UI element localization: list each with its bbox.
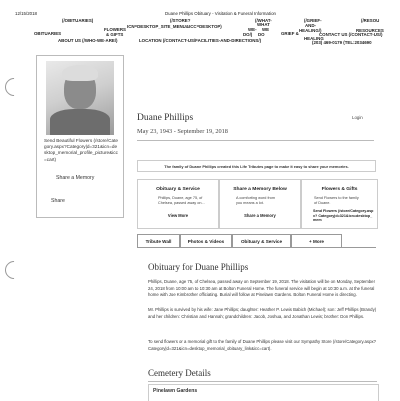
card-memory-link[interactable]: Share a Memory bbox=[244, 213, 276, 218]
nav-resources-line1[interactable]: (/RESOU bbox=[361, 18, 380, 23]
nav-contact[interactable]: CONTACT US (/CONTACT-US/) bbox=[319, 32, 383, 37]
nav-store-line2[interactable]: ICN=DESKTOP_SITE_MENU&ICC=DESKTOP) bbox=[127, 24, 222, 29]
tab-photos-videos[interactable]: Photos & Videos bbox=[180, 234, 232, 248]
tabs-baseline bbox=[137, 247, 376, 248]
nav-grief-line4[interactable]: GRIEF & bbox=[281, 31, 299, 36]
send-flowers-link[interactable]: Send Beautiful Flowers (/store/Category.aspx?Category|d=321&icn=desktop_memorial_profile_picture&icc=cart) bbox=[44, 138, 118, 162]
card-share-memory[interactable] bbox=[219, 179, 301, 229]
header-phone[interactable]: (203) 469-0179 (TEL:2034690 bbox=[312, 40, 372, 45]
card-obituary-title: Obituary & Service bbox=[156, 187, 200, 192]
nav-resources-line2[interactable]: RESOURCES bbox=[356, 28, 384, 33]
nav-obituaries[interactable]: OBITUARIES bbox=[34, 31, 62, 36]
deceased-name: Duane Phillips bbox=[137, 113, 194, 123]
nav-what-line5[interactable]: WE bbox=[262, 27, 270, 32]
card-flowers-body: Send Flowers to the family of Duane. bbox=[314, 196, 359, 205]
nav-obituaries-path[interactable]: (/OBITUARIES) bbox=[62, 18, 94, 23]
nav-grief-line3[interactable]: HEALING/) bbox=[299, 28, 322, 33]
card-flowers-link[interactable]: Send Flowers (/store/Category.aspx? Category|d=321&icn=desktop_mem bbox=[313, 209, 374, 223]
deceased-dates: May 23, 1943 - September 19, 2018 bbox=[137, 128, 228, 135]
login-link[interactable]: Login bbox=[352, 115, 363, 120]
share-memory-link[interactable]: Share a Memory bbox=[56, 175, 95, 181]
nav-what-line1[interactable]: (/WHAT- bbox=[255, 18, 272, 23]
binder-hole-bottom-icon bbox=[1, 257, 26, 282]
nav-grief-line2[interactable]: AND- bbox=[305, 23, 316, 28]
photo-shirt bbox=[50, 109, 110, 135]
divider bbox=[137, 140, 374, 141]
nav-store-line1[interactable]: (/STORE? bbox=[170, 18, 191, 23]
card-obituary-service[interactable] bbox=[137, 179, 219, 229]
print-date: 12/15/2018 bbox=[15, 11, 37, 16]
nav-what-line3[interactable]: DO/) bbox=[243, 32, 253, 37]
card-flowers-gifts[interactable] bbox=[301, 179, 378, 229]
print-title: Duane Phillips Obituary - Visitation & Funeral Information bbox=[165, 11, 276, 16]
nav-about[interactable]: ABOUT US (/WHO-WE-ARE/) bbox=[58, 38, 118, 43]
card-memory-body: A comforting word from you means a lot. bbox=[236, 196, 276, 205]
card-obituary-body: Phillips, Duane, age 75, of Chelsea, passed away on... bbox=[158, 196, 205, 205]
obituary-paragraph-2: Mr. Phillips is survived by his wife: Jane Phillips; daughter: Heather P. Lewis Babich (Michael); son: Jeff Phillips (Brandy) and her children: Christian and Hannah; grandchildren: Jacob, Joshua, and Jonathan Lewis; brother: Don Phillips. bbox=[148, 307, 377, 319]
share-link[interactable]: Share bbox=[51, 198, 65, 204]
photo-hair bbox=[62, 65, 98, 81]
cemetery-divider bbox=[148, 381, 377, 382]
cemetery-heading: Cemetery Details bbox=[148, 368, 211, 378]
tab-obituary-service[interactable]: Obituary & Service bbox=[232, 234, 291, 248]
profile-photo bbox=[46, 61, 114, 135]
nav-location[interactable]: LOCATION (/CONTACT-US/FACILITIES-AND-DIRECTIONS/) bbox=[139, 38, 262, 43]
nav-what-line2[interactable]: WE- bbox=[248, 27, 257, 32]
notice-banner: The family of Duane Phillips created this Life Tributes page to make it easy to share your memories. bbox=[137, 160, 376, 172]
nav-what-line6[interactable]: DO bbox=[258, 32, 265, 37]
nav-flowers-line2[interactable]: & GIFTS bbox=[106, 32, 124, 37]
nav-what-line4[interactable]: WHAT bbox=[257, 22, 270, 27]
obituary-paragraph-1: Phillips, Duane, age 75, of Chelsea, passed away on September 19, 2018. The visitation will be on Monday, September 24, 2018 from 10:00 am to 10:30 am at Bolton Funeral Home. The funeral service will begin at 10:30 a.m. at the funeral home with Joe Kimbrother officiating. Burial will follow at Pinelawn Gardens. Bolton Funeral Home is directing. bbox=[148, 279, 375, 298]
binder-hole-top-icon bbox=[1, 74, 26, 99]
obituary-heading: Obituary for Duane Phillips bbox=[148, 262, 249, 272]
card-flowers-title: Flowers & Gifts bbox=[321, 187, 358, 192]
nav-grief-line5[interactable]: HEALING bbox=[304, 36, 324, 41]
profile-card bbox=[36, 55, 124, 218]
tab-more[interactable]: + More bbox=[291, 234, 342, 248]
card-obituary-link[interactable]: View More bbox=[167, 213, 189, 218]
nav-grief-line1[interactable]: (/GRIEF- bbox=[304, 18, 322, 23]
card-memory-title: Share a Memory Below bbox=[233, 187, 287, 192]
cemetery-name: Pinelawn Gardens bbox=[153, 388, 198, 394]
obituary-paragraph-3: To send flowers or a memorial gift to the family of Duane Phillips please visit our Sympathy Store (/store/Category.aspx?Category|d=321&icn=desktop_memorial_obituary_link&icc=cart). bbox=[148, 339, 376, 351]
tab-tribute-wall[interactable]: Tribute Wall bbox=[137, 234, 180, 248]
nav-flowers-line1[interactable]: FLOWERS bbox=[104, 27, 126, 32]
